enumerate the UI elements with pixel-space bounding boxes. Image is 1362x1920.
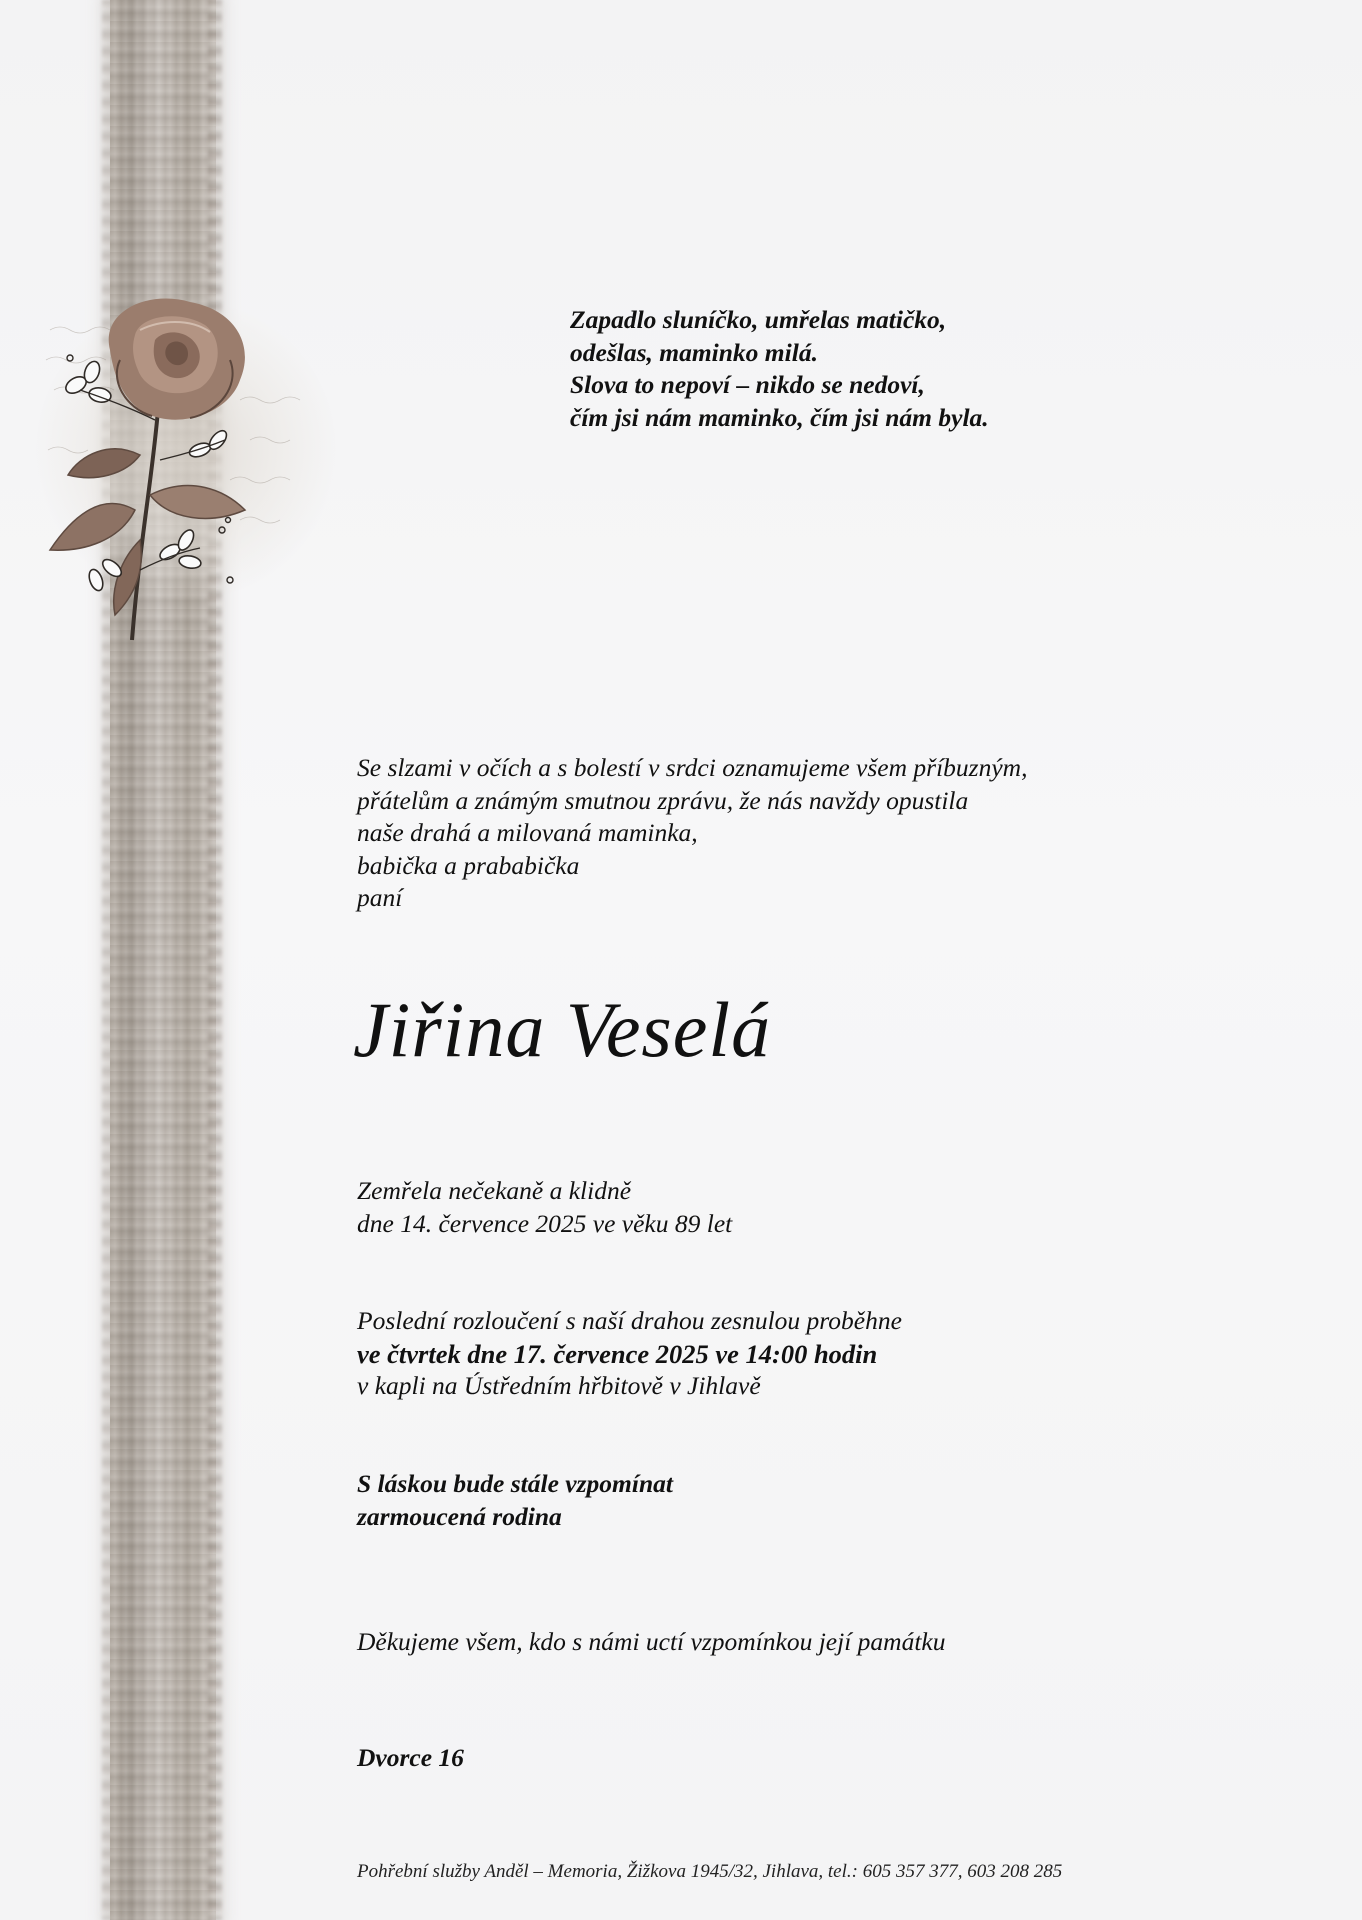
funeral-service-footer: Pohřební služby Anděl – Memoria, Žižkova 1945/32, Jihlava, tel.: 605 357 377, 603 208 285 (357, 1861, 1063, 1882)
poem-line: čím jsi nám maminko, čím jsi nám byla. (570, 402, 989, 432)
death-info (357, 1175, 732, 1240)
poem-line: Slova to nepoví – nikdo se nedoví, (570, 370, 925, 399)
thanks-note: Děkujeme všem, kdo s námi uctí vzpomínkou její památku (357, 1627, 946, 1656)
ceremony-intro: Poslední rozloučení s naší drahou zesnulou proběhne (357, 1306, 902, 1335)
announcement (357, 752, 1027, 915)
announcement-line: přátelům a známým smutnou zprávu, že nás navždy opustila (357, 785, 969, 815)
family-address: Dvorce 16 (357, 1743, 464, 1772)
family-line: zarmoucená rodina (357, 1501, 562, 1531)
announcement-line: paní (357, 883, 403, 912)
deceased-name: Jiřina Veselá (353, 986, 772, 1073)
vertical-ribbon (110, 0, 216, 1920)
family-line: S láskou bude stále vzpomínat (357, 1469, 673, 1498)
announcement-line: Se slzami v očích a s bolestí v srdci oznamujeme všem příbuzným, (357, 753, 1028, 782)
death-line: Zemřela nečekaně a klidně (357, 1176, 632, 1205)
poem-line: odešlas, maminko milá. (570, 337, 818, 367)
ceremony-place: v kapli na Ústředním hřbitově v Jihlavě (357, 1371, 761, 1400)
ribbon-edge-right (208, 0, 222, 1920)
ceremony-datetime: ve čtvrtek dne 17. července 2025 ve 14:00 hodin (357, 1338, 878, 1369)
death-line: dne 14. července 2025 ve věku 89 let (357, 1208, 733, 1238)
announcement-line: naše drahá a milovaná maminka, (357, 818, 698, 847)
poem-line: Zapadlo sluníčko, umřelas matičko, (570, 305, 947, 334)
ceremony-info (357, 1305, 902, 1403)
announcement-line: babička a prababička (357, 850, 580, 880)
rose-ornament (40, 290, 320, 650)
family-signature (357, 1468, 673, 1533)
poem (570, 304, 989, 434)
